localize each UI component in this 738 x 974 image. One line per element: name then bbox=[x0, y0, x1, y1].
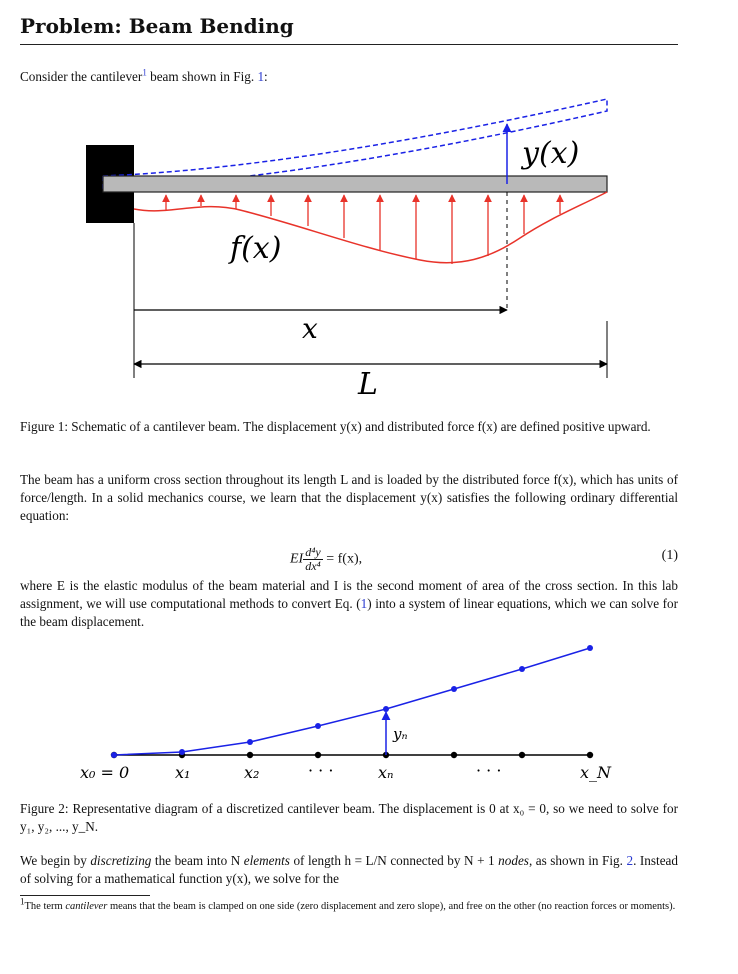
label-yn: yₙ bbox=[393, 725, 408, 743]
fig1-ref-link[interactable]: 1 bbox=[257, 69, 265, 84]
curve-point bbox=[383, 706, 389, 712]
label-f-of-x: f(x) bbox=[230, 231, 282, 266]
node-label-x0: x₀ = 0 bbox=[80, 763, 130, 782]
footnote-text2: means that the beam is clamped on one side (zero displacement and zero slope), and free on the other (no reaction forces or moments). bbox=[107, 901, 676, 912]
displacement-curve bbox=[114, 648, 590, 755]
caption-1-prefix: Figure 1: bbox=[20, 419, 68, 434]
footnote-mark: 1 bbox=[20, 896, 25, 907]
para2-after: ) into a system of linear equations, which we can solve for the beam displacement. bbox=[20, 596, 679, 629]
label-y-of-x: y(x) bbox=[522, 136, 580, 171]
label-x: x bbox=[302, 312, 318, 345]
curve-point bbox=[315, 723, 321, 729]
figure-1-cantilever-diagram bbox=[0, 88, 738, 408]
node-label-x1: x₁ bbox=[175, 763, 191, 782]
curve-point bbox=[519, 666, 525, 672]
eq-fraction bbox=[303, 546, 323, 573]
eq-denominator: dx⁴ bbox=[305, 559, 321, 573]
para2-before: where E is the elastic modulus of the beam material and I is the second moment of area of the cross section. In this lab assignment, we will use computational methods to convert Eq. ( bbox=[20, 578, 678, 611]
equation-1 bbox=[0, 540, 738, 574]
curve-point bbox=[587, 645, 593, 651]
para3-em-nodes: nodes bbox=[498, 853, 529, 868]
title-rule bbox=[20, 44, 678, 45]
node-point bbox=[247, 752, 253, 758]
figure-2-caption bbox=[20, 800, 678, 836]
node-label-xn: xₙ bbox=[378, 763, 394, 782]
curve-point bbox=[247, 739, 253, 745]
paragraph-1: The beam has a uniform cross section throughout its length L and is loaded by the distributed force f(x), which has units of force/length. In a solid mechanics course, we learn that the displacement y(x) satisfies the following ordinary differential equation: bbox=[20, 472, 678, 523]
node-label-dots-2: · · · bbox=[476, 761, 502, 780]
fig2-ref-link[interactable]: 2 bbox=[626, 853, 634, 868]
node-point bbox=[587, 752, 593, 758]
caption-2-prefix: Figure 2: bbox=[20, 801, 69, 816]
intro-text-after: : bbox=[264, 69, 268, 84]
para3-text4: , as shown in Fig. bbox=[528, 853, 627, 868]
curve-point bbox=[451, 686, 457, 692]
node-label-x2: x₂ bbox=[244, 763, 260, 782]
figure-2-discretized-beam bbox=[0, 636, 738, 788]
footnote-ref[interactable]: 1 bbox=[142, 67, 147, 78]
eq-rhs: = f(x), bbox=[322, 551, 363, 567]
eq-numerator: d⁴y bbox=[305, 545, 321, 559]
para3-em-discretizing: discretizing bbox=[90, 853, 152, 868]
node-point bbox=[315, 752, 321, 758]
page-title: Problem: Beam Bending bbox=[20, 14, 294, 38]
force-arrows bbox=[166, 195, 560, 264]
node-point bbox=[451, 752, 457, 758]
para3-text2: the beam into N bbox=[151, 853, 244, 868]
node-label-dots-1: · · · bbox=[308, 761, 334, 780]
curve-point bbox=[179, 749, 185, 755]
node-point bbox=[519, 752, 525, 758]
footnote bbox=[20, 896, 680, 914]
caption-2-text: Representative diagram of a discretized cantilever beam. The displacement is 0 at x₀ = 0, so we need to solve for y₁, y₂, ..., y_N. bbox=[20, 801, 678, 834]
footnote-text1: The term bbox=[24, 901, 66, 912]
node-label-xN: x_N bbox=[580, 763, 612, 782]
intro-text-before: Consider the cantilever bbox=[20, 69, 143, 84]
intro-paragraph bbox=[20, 68, 678, 86]
paragraph-3 bbox=[20, 852, 678, 888]
eq-number: (1) bbox=[661, 548, 678, 563]
curve-nodes bbox=[111, 645, 593, 758]
footnote-rule bbox=[20, 895, 150, 896]
node-labels bbox=[80, 761, 612, 782]
paragraph-2 bbox=[20, 577, 678, 631]
label-L: L bbox=[358, 367, 378, 402]
distributed-load-curve bbox=[134, 192, 607, 263]
para3-text5: . Instead of solving for a mathematical function y(x), we solve for the bbox=[20, 853, 678, 886]
figure-1-caption bbox=[20, 418, 678, 436]
intro-text-middle: beam shown in Fig. bbox=[146, 69, 258, 84]
eq1-ref-link[interactable]: 1 bbox=[360, 596, 368, 611]
caption-1-text: Schematic of a cantilever beam. The displacement y(x) and distributed force f(x) are defined positive upward. bbox=[71, 419, 651, 434]
curve-point bbox=[111, 752, 117, 758]
para3-text1: We begin by bbox=[20, 853, 91, 868]
para3-em-elements: elements bbox=[243, 853, 290, 868]
para3-text3: of length h = L/N connected by N + 1 bbox=[289, 853, 499, 868]
footnote-em: cantilever bbox=[65, 901, 108, 912]
beam bbox=[103, 176, 607, 192]
eq-lhs-prefix: EI bbox=[290, 551, 304, 567]
